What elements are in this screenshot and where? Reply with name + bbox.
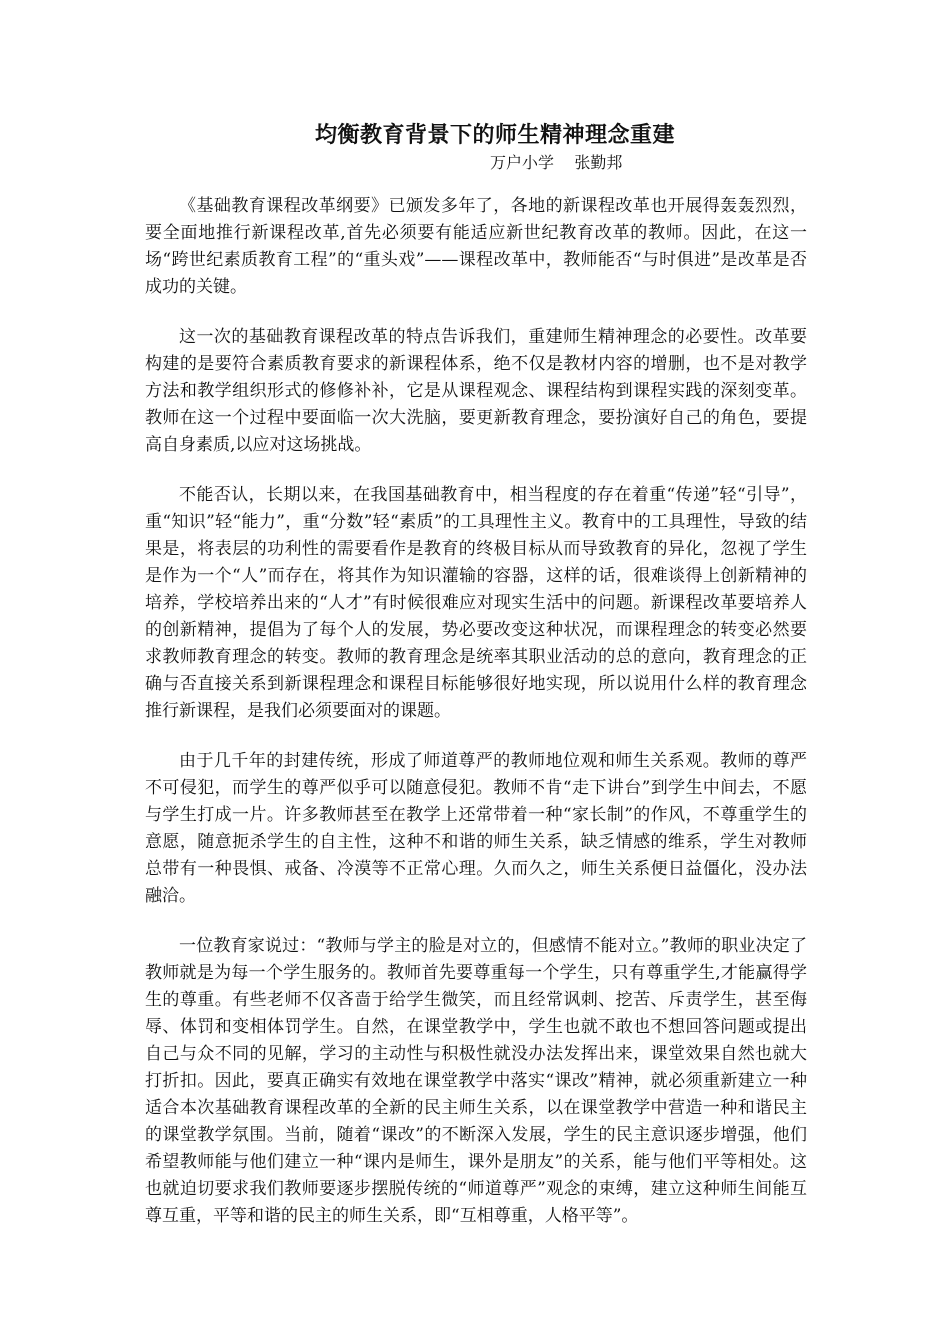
author-line: 万户小学 张勤邦 [490,153,623,172]
paragraph-2: 这一次的基础教育课程改革的特点告诉我们，重建师生精神理念的必要性。改革要构建的是要符合素质教育要求的新课程体系，绝不仅是教材内容的增删，也不是对教学方法和教学组织形式的修修补补，它是从课程观念、课程结构到课程实践的深刻变革。教师在这一个过程中要面临一次大洗脑，要更新教育理念，要扮演好自己的角色，要提高自身素质,以应对这场挑战。 [145,327,807,455]
document-title: 均衡教育背景下的师生精神理念重建 [314,123,675,148]
document-body [145,193,807,1253]
paragraph-4: 由于几千年的封建传统，形成了师道尊严的教师地位观和师生关系观。教师的尊严不可侵犯，而学生的尊严似乎可以随意侵犯。教师不肯“走下讲台”到学生中间去，不愿与学生打成一片。许多教师甚至在教学上还常带着一种“家长制”的作风，不尊重学生的意愿，随意扼杀学生的自主性，这种不和谐的师生关系，缺乏情感的维系，学生对教师总带有一种畏惧、戒备、冷漠等不正常心理。久而久之，师生关系便日益僵化，没办法融洽。 [145,751,807,906]
paragraph-5: 一位教育家说过：“教师与学主的脸是对立的，但感情不能对立。”教师的职业决定了教师就是为每一个学生服务的。教师首先要尊重每一个学生，只有尊重学生,才能赢得学生的尊重。有些老师不仅吝啬于给学生微笑，而且经常讽刺、挖苦、斥责学生，甚至侮辱、体罚和变相体罚学生。自然，在课堂教学中，学生也就不敢也不想回答问题或提出自己与众不同的见解，学习的主动性与积极性就没办法发挥出来，课堂效果自然也就大打折扣。因此，要真正确实有效地在课堂教学中落实“课改”精神，就必须重新建立一种适合本次基础教育课程改革的全新的民主师生关系，以在课堂教学中营造一种和谐民主的课堂教学氛围。当前，随着“课改”的不断深入发展，学生的民主意识逐步增强，他们希望教师能与他们建立一种“课内是师生，课外是朋友”的关系，能与他们平等相处。这也就迫切要求我们教师要逐步摆脱传统的“师道尊严”观念的束缚，建立这种师生间能互尊互重，平等和谐的民主的师生关系，即“互相尊重，人格平等”。 [145,936,807,1226]
paragraph-3: 不能否认，长期以来，在我国基础教育中，相当程度的存在着重“传递”轻“引导”，重“知识”轻“能力”，重“分数”轻“素质”的工具理性主义。教育中的工具理性，导致的结果是，将表层的功利性的需要看作是教育的终极目标从而导致教育的异化，忽视了学生是作为一个“人”而存在，将其作为知识灌输的容器，这样的话，很难谈得上创新精神的培养，学校培养出来的“人才”有时候很难应对现实生活中的问题。新课程改革要培养人的创新精神，提倡为了每个人的发展，势必要改变这种状况，而课程理念的转变必然要求教师教育理念的转变。教师的教育理念是统率其职业活动的总的意向，教育理念的正确与否直接关系到新课程理念和课程目标能够很好地实现，所以说用什么样的教育理念推行新课程，是我们必须要面对的课题。 [145,485,807,721]
paragraph-1: 《基础教育课程改革纲要》已颁发多年了，各地的新课程改革也开展得轰轰烈烈，要全面地推行新课程改革,首先必须要有能适应新世纪教育改革的教师。因此，在这一场“跨世纪素质教育工程”的“重头戏”——课程改革中，教师能否“与时俱进”是改革是否成功的关键。 [145,196,807,297]
